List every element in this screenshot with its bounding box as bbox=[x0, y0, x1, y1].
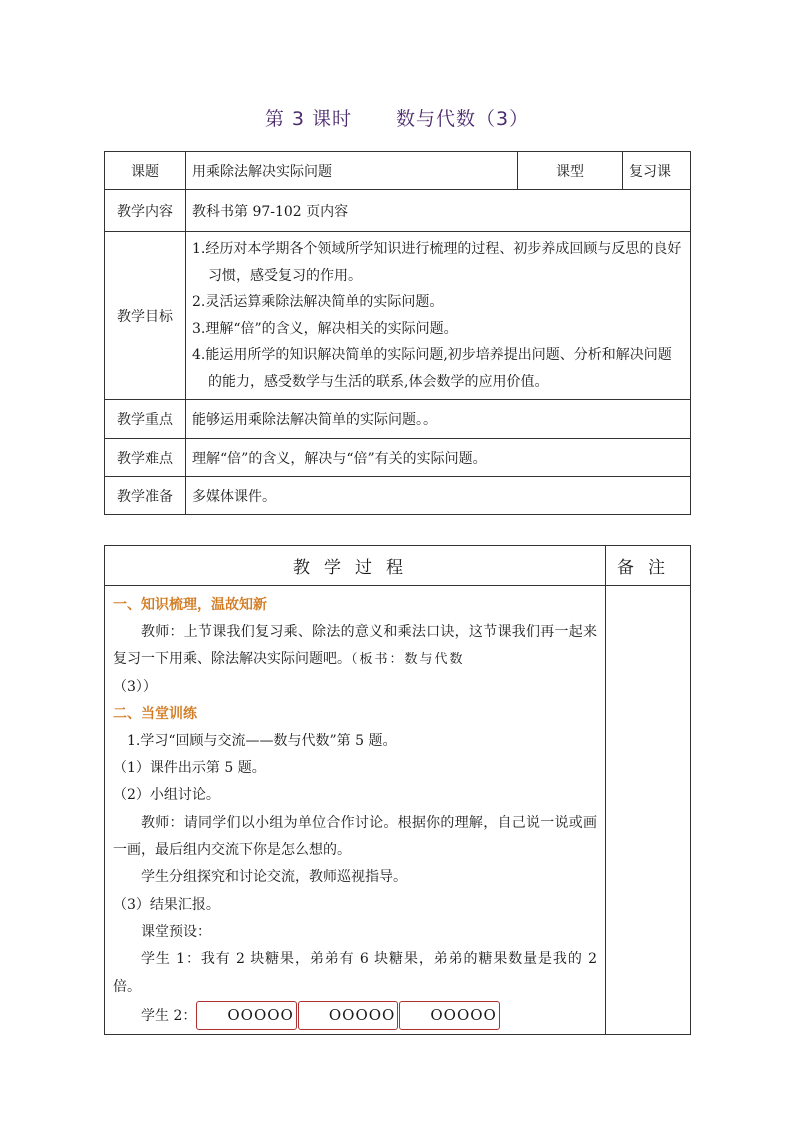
process-content bbox=[105, 586, 606, 1035]
content-value: 教科书第 97-102 页内容 bbox=[186, 190, 691, 232]
goal-item: 2.灵活运算乘除法解决简单的实际问题。 bbox=[192, 294, 444, 310]
paragraph: 课堂预设： bbox=[141, 923, 211, 940]
goals-list bbox=[186, 232, 691, 400]
paragraph: （1）课件出示第 5 题。 bbox=[113, 760, 266, 777]
lesson-number: 第 3 课时 bbox=[264, 108, 353, 130]
topic-label: 课题 bbox=[105, 152, 186, 190]
topic-value: 用乘除法解决实际问题 bbox=[186, 152, 518, 190]
paragraph: 教师：请同学们以小组为单位合作讨论。根据你的理解，自己说一说或画一画，最后组内交流下你是怎么想的。 bbox=[113, 814, 597, 859]
goals-label: 教学目标 bbox=[105, 232, 186, 400]
circle-group: OOOOO bbox=[399, 1001, 500, 1030]
goal-item: 3.理解“倍”的含义，解决相关的实际问题。 bbox=[192, 320, 458, 337]
circle-group: OOOOO bbox=[298, 1001, 399, 1030]
section-heading: 一、知识梳理，温故知新 bbox=[113, 597, 267, 613]
notes-header: 备注 bbox=[606, 546, 691, 586]
key-value: 能够运用乘除法解决简单的实际问题。。 bbox=[186, 400, 691, 439]
goal-item: 1.经历对本学期各个领域所学知识进行梳理的过程、初步养成回顾与反思的良好习惯，感受复习的作用。 bbox=[192, 241, 682, 284]
paragraph bbox=[113, 1001, 597, 1030]
page-title bbox=[0, 104, 794, 131]
content-label: 教学内容 bbox=[105, 190, 186, 232]
paragraph: 1.学习“回顾与交流——数与代数”第 5 题。 bbox=[127, 732, 397, 749]
paragraph: 学生 1：我有 2 块糖果，弟弟有 6 块糖果，弟弟的糖果数量是我的 2 倍。 bbox=[113, 951, 597, 995]
prep-label: 教学准备 bbox=[105, 477, 186, 515]
type-label: 课型 bbox=[518, 152, 623, 190]
difficult-value: 理解“倍”的含义，解决与“倍”有关的实际问题。 bbox=[186, 439, 691, 477]
prep-value: 多媒体课件。 bbox=[186, 477, 691, 515]
paragraph: （2）小组讨论。 bbox=[113, 787, 220, 804]
difficult-label: 教学难点 bbox=[105, 439, 186, 477]
paragraph: 学生分组探究和讨论交流，教师巡视指导。 bbox=[141, 869, 407, 886]
key-label: 教学重点 bbox=[105, 400, 186, 439]
notes-column bbox=[606, 586, 691, 1035]
paragraph: （3）结果汇报。 bbox=[113, 896, 220, 913]
teacher-speech: 教师：上节课我们复习乘、除法的意义和乘法口诀，这节课我们再一起来复习一下用乘、除法解决实际问题吧。 bbox=[113, 624, 597, 668]
circle-group: OOOOO bbox=[196, 1001, 297, 1030]
student-label: 学生 2： bbox=[141, 1007, 197, 1024]
paragraph: （3）） bbox=[113, 678, 157, 695]
board-note: （板书：数与代数 bbox=[351, 652, 465, 668]
section-heading: 二、当堂训练 bbox=[113, 705, 197, 722]
teaching-process-table bbox=[104, 545, 691, 1035]
lesson-info-table bbox=[104, 151, 691, 515]
type-value: 复习课 bbox=[623, 152, 691, 190]
process-header: 教学过程 bbox=[105, 546, 606, 586]
lesson-topic: 数与代数（3） bbox=[396, 108, 530, 130]
paragraph bbox=[113, 619, 597, 674]
goal-item: 4.能运用所学的知识解决简单的实际问题,初步培养提出问题、分析和解决问题的能力，感受数学与生活的联系,体会数学的应用价值。 bbox=[192, 347, 672, 390]
